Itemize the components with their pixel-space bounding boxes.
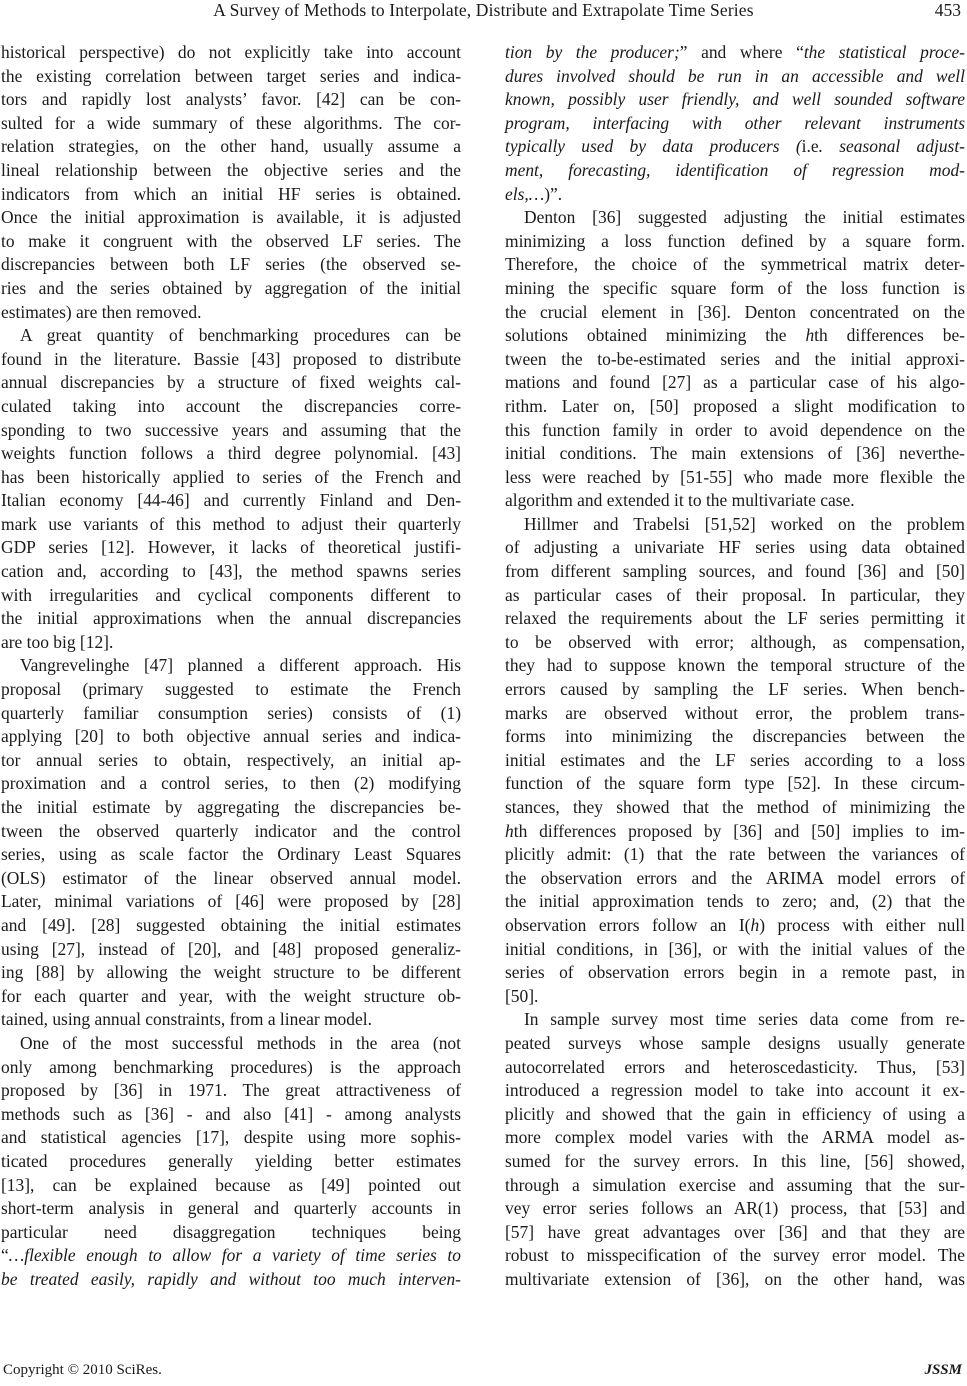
- text-line: relaxed the requirements about the LF series permitting it: [505, 608, 965, 629]
- text-line: are too big [12].: [1, 631, 114, 652]
- text-line: indicators from which an initial HF series is obtained.: [1, 183, 461, 204]
- text-line: In sample survey most time series data come from re-: [524, 1009, 965, 1030]
- copyright-notice: Copyright © 2010 SciRes.: [3, 1362, 162, 1378]
- text-line: annual discrepancies by a structure of fixed weights cal-: [1, 372, 461, 393]
- text-line: only among benchmarking procedures) is the approach: [1, 1056, 461, 1077]
- running-header: [0, 0, 967, 32]
- text-line: (OLS) estimator of the linear observed annual model.: [1, 867, 461, 888]
- text-line: Italian economy [44-46] and currently Finland and Den-: [1, 490, 461, 511]
- text-line: function of the square form type [52]. In these circum-: [505, 773, 965, 794]
- text-line: multivariate extension of [36], on the other hand, was: [505, 1268, 965, 1289]
- text-line: plicitly admit: (1) that the rate between the variances of: [505, 844, 965, 865]
- text-line: proposal (primary suggested to estimate the French: [1, 679, 461, 700]
- text-line: Hillmer and Trabelsi [51,52] worked on the problem: [524, 513, 965, 534]
- text-line: and [49]. [28] suggested obtaining the initial estimates: [1, 914, 461, 935]
- text-line: to be observed with error; although, as compensation,: [505, 631, 965, 652]
- text-line: plicitly and showed that the gain in efficiency of using a: [505, 1103, 965, 1124]
- left-column: [1, 41, 461, 1291]
- text-line: sponding to two successive years and assuming that the: [1, 419, 461, 440]
- text-line: quarterly familiar consumption series) consists of (1): [1, 702, 461, 723]
- text-line: dures involved should be run in an accessible and well: [505, 65, 965, 86]
- text-line: weights function follows a third degree polynomial. [43]: [1, 443, 461, 464]
- text-line: to make it congruent with the observed LF series. The: [1, 230, 461, 251]
- text-line: els,…)”.: [505, 183, 563, 204]
- text-line: the crucial element in [36]. Denton concentrated on the: [505, 301, 965, 322]
- right-column: [505, 41, 965, 1291]
- text-line: known, possibly user friendly, and well sounded software: [505, 89, 965, 110]
- text-line: lineal relationship between the objective series and the: [1, 159, 461, 180]
- text-line: robust to misspecification of the survey error model. The: [505, 1245, 965, 1266]
- text-line: [57] have great advantages over [36] and that they are: [505, 1221, 965, 1242]
- quote-text: be treated easily, rapidly and without too much interven-: [1, 1268, 461, 1289]
- text-line: sulted for a wide summary of these algorithms. The cor-: [1, 112, 461, 133]
- text-line: series, using as scale factor the Ordinary Least Squares: [1, 844, 461, 865]
- text-line: culated taking into account the discrepancies corre-: [1, 395, 461, 416]
- text-line: errors caused by sampling the LF series. When bench-: [505, 679, 965, 700]
- text-line: Later, minimal variations of [46] were proposed by [28]: [1, 891, 461, 912]
- text-line: typically used by data producers (i.e. seasonal adjust-: [505, 136, 965, 157]
- text-line: rithm. Later on, [50] proposed a slight modification to: [505, 395, 965, 416]
- text-line: forms into minimizing the discrepancies between the: [505, 726, 965, 747]
- running-title: A Survey of Methods to Interpolate, Distribute and Extrapolate Time Series: [213, 0, 754, 20]
- text-line: tained, using annual constraints, from a linear model.: [1, 1009, 372, 1030]
- text-line: as particular cases of their proposal. In particular, they: [505, 584, 965, 605]
- text-line: tween the to-be-estimated series and the initial approxi-: [505, 348, 965, 369]
- text-line: mark use variants of this method to adjust their quarterly: [1, 513, 461, 534]
- text-line: discrepancies between both LF series (the observed se-: [1, 254, 461, 275]
- text-line: initial estimates and the LF series according to a loss: [505, 749, 965, 770]
- text-line: of adjusting a univariate HF series using data obtained: [505, 537, 965, 558]
- text-line: mations and found [27] as a particular case of his algo-: [505, 372, 965, 393]
- text-line: historical perspective) do not explicitly take into account: [1, 42, 461, 62]
- text-line: more complex model varies with the ARMA model as-: [505, 1127, 965, 1148]
- text-line: ing [88] by allowing the weight structure to be different: [1, 962, 461, 983]
- text-line: less were reached by [51-55] who made more flexible the: [505, 466, 965, 487]
- text-line: the initial approximations when the annual discrepancies: [1, 608, 461, 629]
- text-line: from different sampling sources, and found [36] and [50]: [505, 561, 965, 582]
- text-line: found in the literature. Bassie [43] proposed to distribute: [1, 348, 461, 369]
- text-line: hth differences proposed by [36] and [50] implies to im-: [505, 820, 965, 841]
- text-line: estimates) are then removed.: [1, 301, 202, 322]
- text-line: mining the specific square form of the loss function is: [505, 277, 965, 298]
- text-line: the observation errors and the ARIMA model errors of: [505, 867, 965, 888]
- journal-abbreviation: JSSM: [924, 1362, 962, 1378]
- text-line: marks are observed without error, the problem trans-: [505, 702, 965, 723]
- text-line: the initial approximation tends to zero; and, (2) that the: [505, 891, 965, 912]
- text-line: the existing correlation between target series and indica-: [1, 65, 461, 86]
- text-line: ment, forecasting, identification of regression mod-: [505, 159, 965, 180]
- text-line: A great quantity of benchmarking procedures can be: [20, 325, 461, 346]
- text-line: ticated procedures generally yielding better estimates: [1, 1150, 461, 1171]
- text-line: [13], can be explained because as [49] pointed out: [1, 1174, 461, 1195]
- text-line: initial conditions, in [36], or with the initial values of the: [505, 938, 965, 959]
- text-line: tor annual series to obtain, respectively, an initial ap-: [1, 749, 461, 770]
- text-line: program, interfacing with other relevant instruments: [505, 112, 965, 133]
- text-line: Therefore, the choice of the symmetrical matrix deter-: [505, 254, 965, 275]
- text-line: minimizing a loss function defined by a square form.: [505, 230, 965, 251]
- text-line: GDP series [12]. However, it lacks of theoretical justifi-: [1, 537, 461, 558]
- text-line: autocorrelated errors and heteroscedasticity. Thus, [53]: [505, 1056, 965, 1077]
- text-line: Vangrevelinghe [47] planned a different approach. His: [20, 655, 461, 676]
- text-line: applying [20] to both objective annual series and indica-: [1, 726, 461, 747]
- text-line: using [27], instead of [20], and [48] proposed generaliz-: [1, 938, 461, 959]
- text-line: for each quarter and year, with the weight structure ob-: [1, 985, 461, 1006]
- text-line: tion by the producer;” and where “the statistical proce-: [505, 42, 965, 62]
- text-line: solutions obtained minimizing the hth differences be-: [505, 325, 965, 346]
- text-line: relation strategies, on the other hand, usually assume a: [1, 136, 461, 157]
- text-line: with irregularities and cyclical components different to: [1, 584, 461, 605]
- text-line: stances, they showed that the method of minimizing the: [505, 797, 965, 817]
- text-line: algorithm and extended it to the multivariate case.: [505, 490, 855, 511]
- text-line: has been historically applied to series of the French and: [1, 466, 461, 487]
- text-line: the initial estimate by aggregating the discrepancies be-: [1, 797, 461, 817]
- text-line: particular need disaggregation techniques being: [1, 1221, 461, 1242]
- text-line: sumed for the survey errors. In this line, [56] showed,: [505, 1150, 965, 1171]
- text-line: vey error series follows an AR(1) process, that [53] and: [505, 1198, 965, 1219]
- text-line: [1, 1244, 461, 1268]
- text-line: proposed by [36] in 1971. The great attractiveness of: [1, 1080, 461, 1101]
- text-line: One of the most successful methods in the area (not: [20, 1032, 461, 1053]
- text-line: initial conditions. The main extensions of [36] neverthe-: [505, 443, 965, 464]
- page-footer: [0, 1362, 967, 1386]
- text-line: Once the initial approximation is available, it is adjusted: [1, 207, 461, 228]
- text-line: ries and the series obtained by aggregation of the initial: [1, 277, 461, 298]
- text-line: peated surveys whose sample designs usually generate: [505, 1032, 965, 1053]
- text-line: tors and rapidly lost analysts’ favor. [42] can be con-: [1, 89, 461, 110]
- quote-text: …flexible enough to allow for a variety of time series to: [8, 1245, 461, 1266]
- text-line: introduced a regression model to take into account it ex-: [505, 1080, 965, 1101]
- text-line: short-term analysis in general and quarterly accounts in: [1, 1198, 461, 1219]
- text-line: Denton [36] suggested adjusting the initial estimates: [524, 207, 965, 228]
- text-line: methods such as [36] - and also [41] - among analysts: [1, 1103, 461, 1124]
- text-line: they had to suppose known the temporal structure of the: [505, 655, 965, 676]
- text-line: this function family in order to avoid dependence on the: [505, 419, 965, 440]
- text-line: proximation and a control series, to then (2) modifying: [1, 773, 461, 794]
- page-number: 453: [934, 0, 961, 20]
- text-line: through a simulation exercise and assuming that the sur-: [505, 1174, 965, 1195]
- open-quote: “: [1, 1245, 9, 1266]
- text-line: cation and, according to [43], the method spawns series: [1, 561, 461, 582]
- text-line: and statistical agencies [17], despite using more sophis-: [1, 1127, 461, 1148]
- text-line: [1, 1268, 461, 1292]
- text-line: [50].: [505, 985, 539, 1006]
- text-line: tween the observed quarterly indicator and the control: [1, 820, 461, 841]
- text-line: observation errors follow an I(h) process with either null: [505, 914, 965, 935]
- text-line: series of observation errors begin in a remote past, in: [505, 962, 965, 983]
